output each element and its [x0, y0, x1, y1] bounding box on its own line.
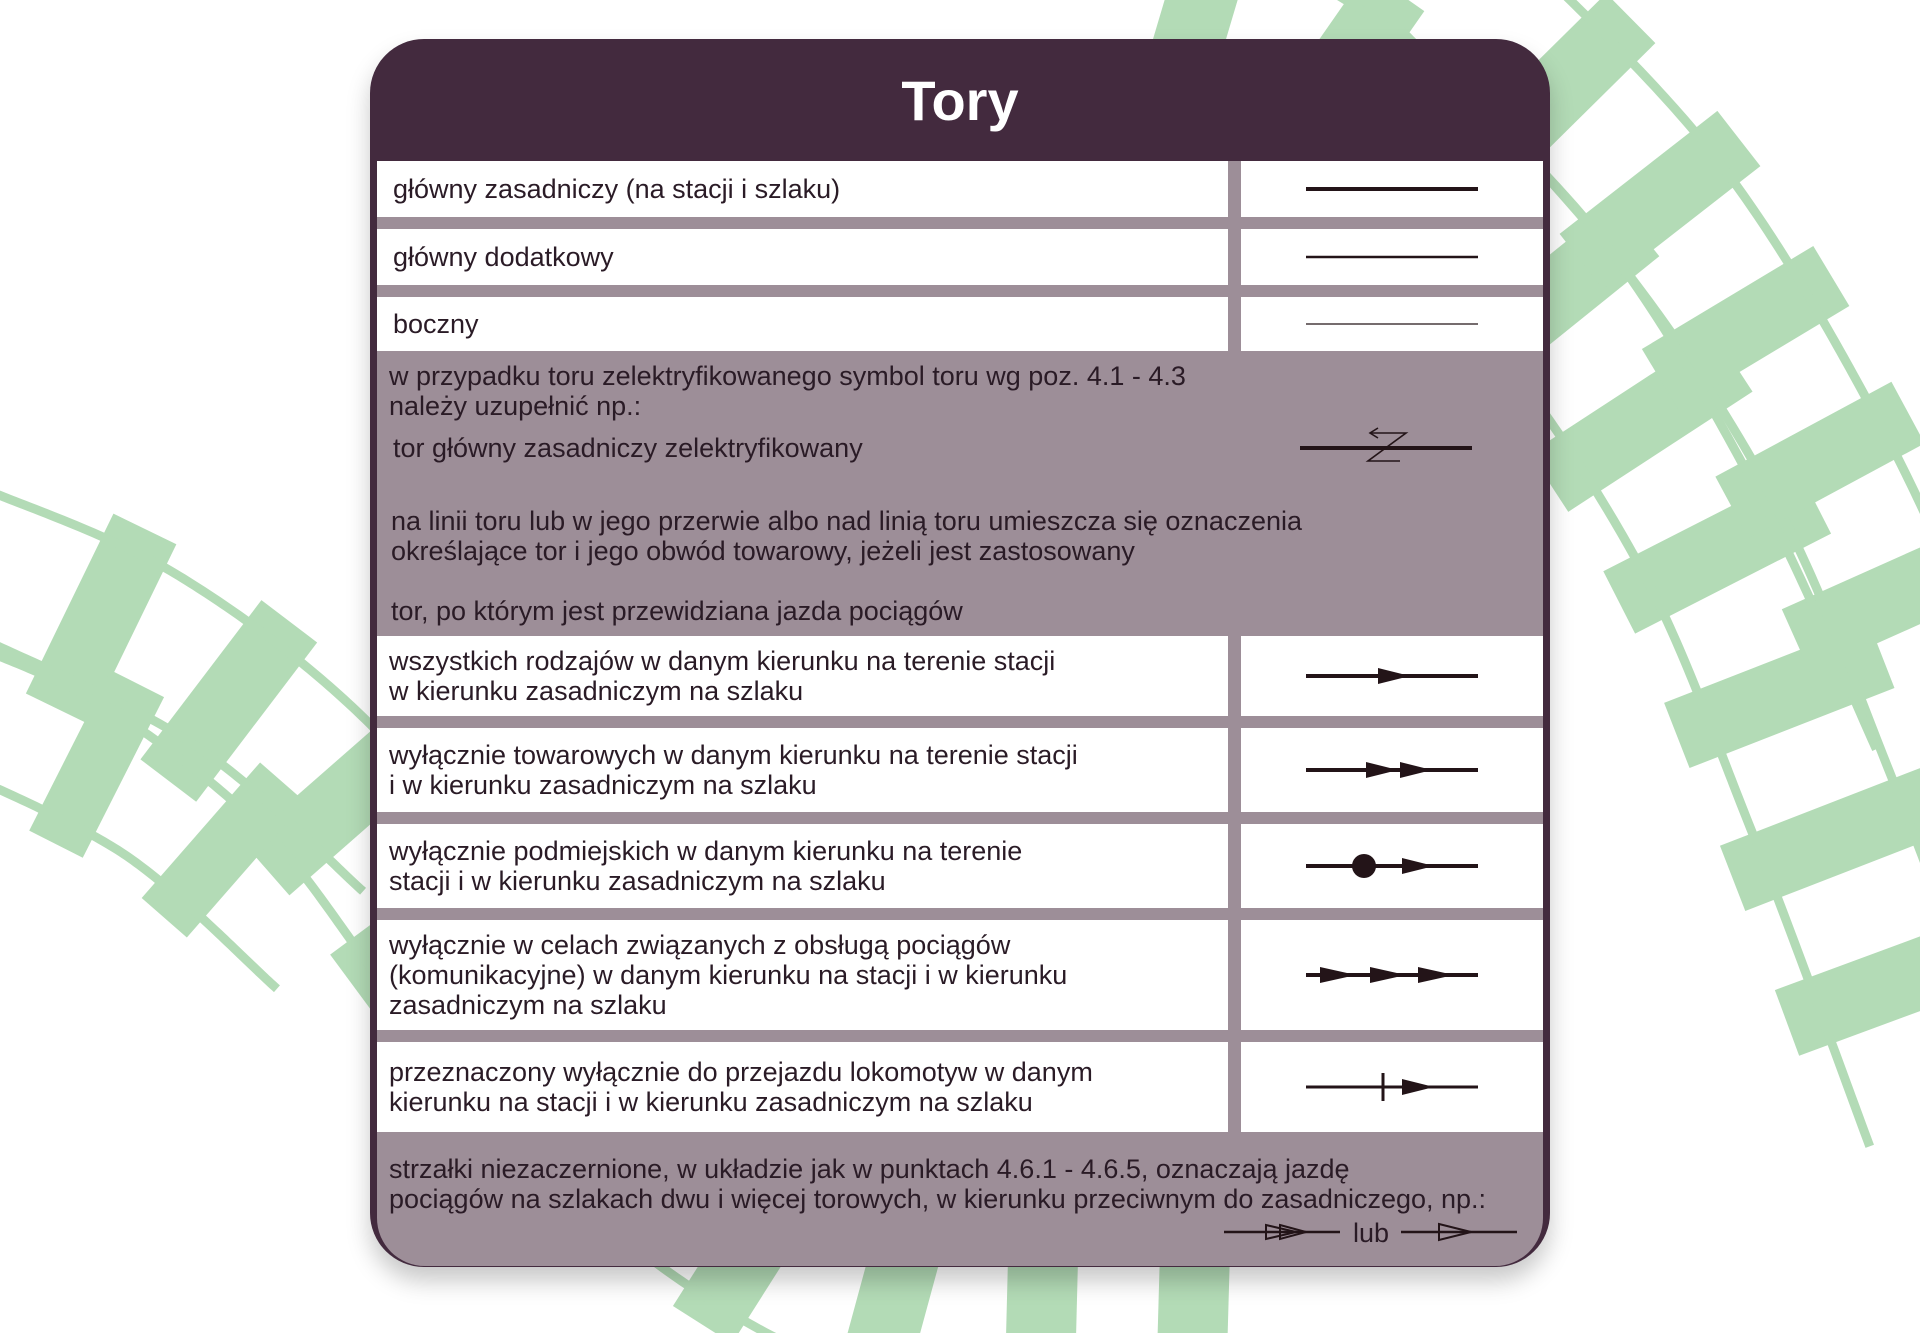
or-label: lub: [1353, 1218, 1390, 1248]
card-title: Tory: [901, 68, 1019, 132]
tick-arrow-icon: [1302, 1067, 1482, 1107]
double-arrow-icon: [1302, 755, 1482, 785]
table-row: [377, 1042, 1543, 1132]
row-label: wyłącznie podmiejskich w danym kierunku na terenie stacji i w kierunku zasadniczym na szlaku: [389, 836, 1023, 896]
table-row: [377, 824, 1543, 908]
medium-line-icon: [1302, 247, 1482, 267]
open-arrow-icon: [1399, 1220, 1519, 1244]
footer-note-block: [377, 1132, 1543, 1266]
track-sleeper: [1775, 914, 1920, 1056]
track-sleeper: [1560, 111, 1761, 289]
electrified-label: tor główny zasadniczy zelektryfikowany: [393, 433, 863, 463]
electrified-note-block: [377, 351, 1543, 481]
direction-header-block: [377, 586, 1543, 636]
row-label: wyłącznie towarowych w danym kierunku na terenie stacji i w kierunku zasadniczym na szlaku: [389, 740, 1078, 800]
row-label: wszystkich rodzajów w danym kierunku na terenie stacji w kierunku zasadniczym na szlaku: [389, 646, 1056, 706]
direction-header: tor, po którym jest przewidziana jazda pociągów: [391, 596, 963, 626]
row-label: wyłącznie w celach związanych z obsługą pociągów (komunikacyjne) w danym kierunku na stacji i w kierunku zasadniczym na szlaku: [389, 930, 1068, 1020]
open-arrow-icon: [1222, 1220, 1342, 1244]
row-label: boczny: [393, 309, 479, 339]
table-row: [377, 728, 1543, 812]
thin-line-icon: [1302, 314, 1482, 334]
marking-note-block: [377, 494, 1543, 574]
legend-card: [370, 39, 1550, 1267]
table-row: [377, 229, 1543, 285]
footer-note: strzałki niezaczernione, w układzie jak w punktach 4.6.1 - 4.6.5, oznaczają jazdę pociągów na szlakach dwu i więcej torowych, w kierunku przeciwnym do zasadniczego, np.:: [389, 1154, 1487, 1214]
legend-table: [377, 161, 1543, 1266]
row-label: przeznaczony wyłącznie do przejazdu lokomotyw w danym kierunku na stacji i w kierunku zasadniczym na szlaku: [389, 1057, 1093, 1117]
table-row: [377, 636, 1543, 716]
electrified-track-icon: [1296, 427, 1476, 467]
table-row: [377, 297, 1543, 351]
dot-arrow-icon: [1302, 851, 1482, 881]
electrified-note: w przypadku toru zelektryfikowanego symbol toru wg poz. 4.1 - 4.3 należy uzupełnić np.:: [389, 361, 1186, 421]
marking-note: na linii toru lub w jego przerwie albo nad linią toru umieszcza się oznaczenia określające tor i jego obwód towarowy, jeżeli jest zastosowany: [391, 506, 1302, 566]
thick-line-icon: [1302, 179, 1482, 199]
row-label: główny dodatkowy: [393, 242, 614, 272]
row-label: główny zasadniczy (na stacji i szlaku): [393, 174, 841, 204]
table-row: [377, 161, 1543, 217]
triple-arrow-icon: [1302, 960, 1482, 990]
table-row: [377, 920, 1543, 1030]
single-arrow-icon: [1302, 661, 1482, 691]
